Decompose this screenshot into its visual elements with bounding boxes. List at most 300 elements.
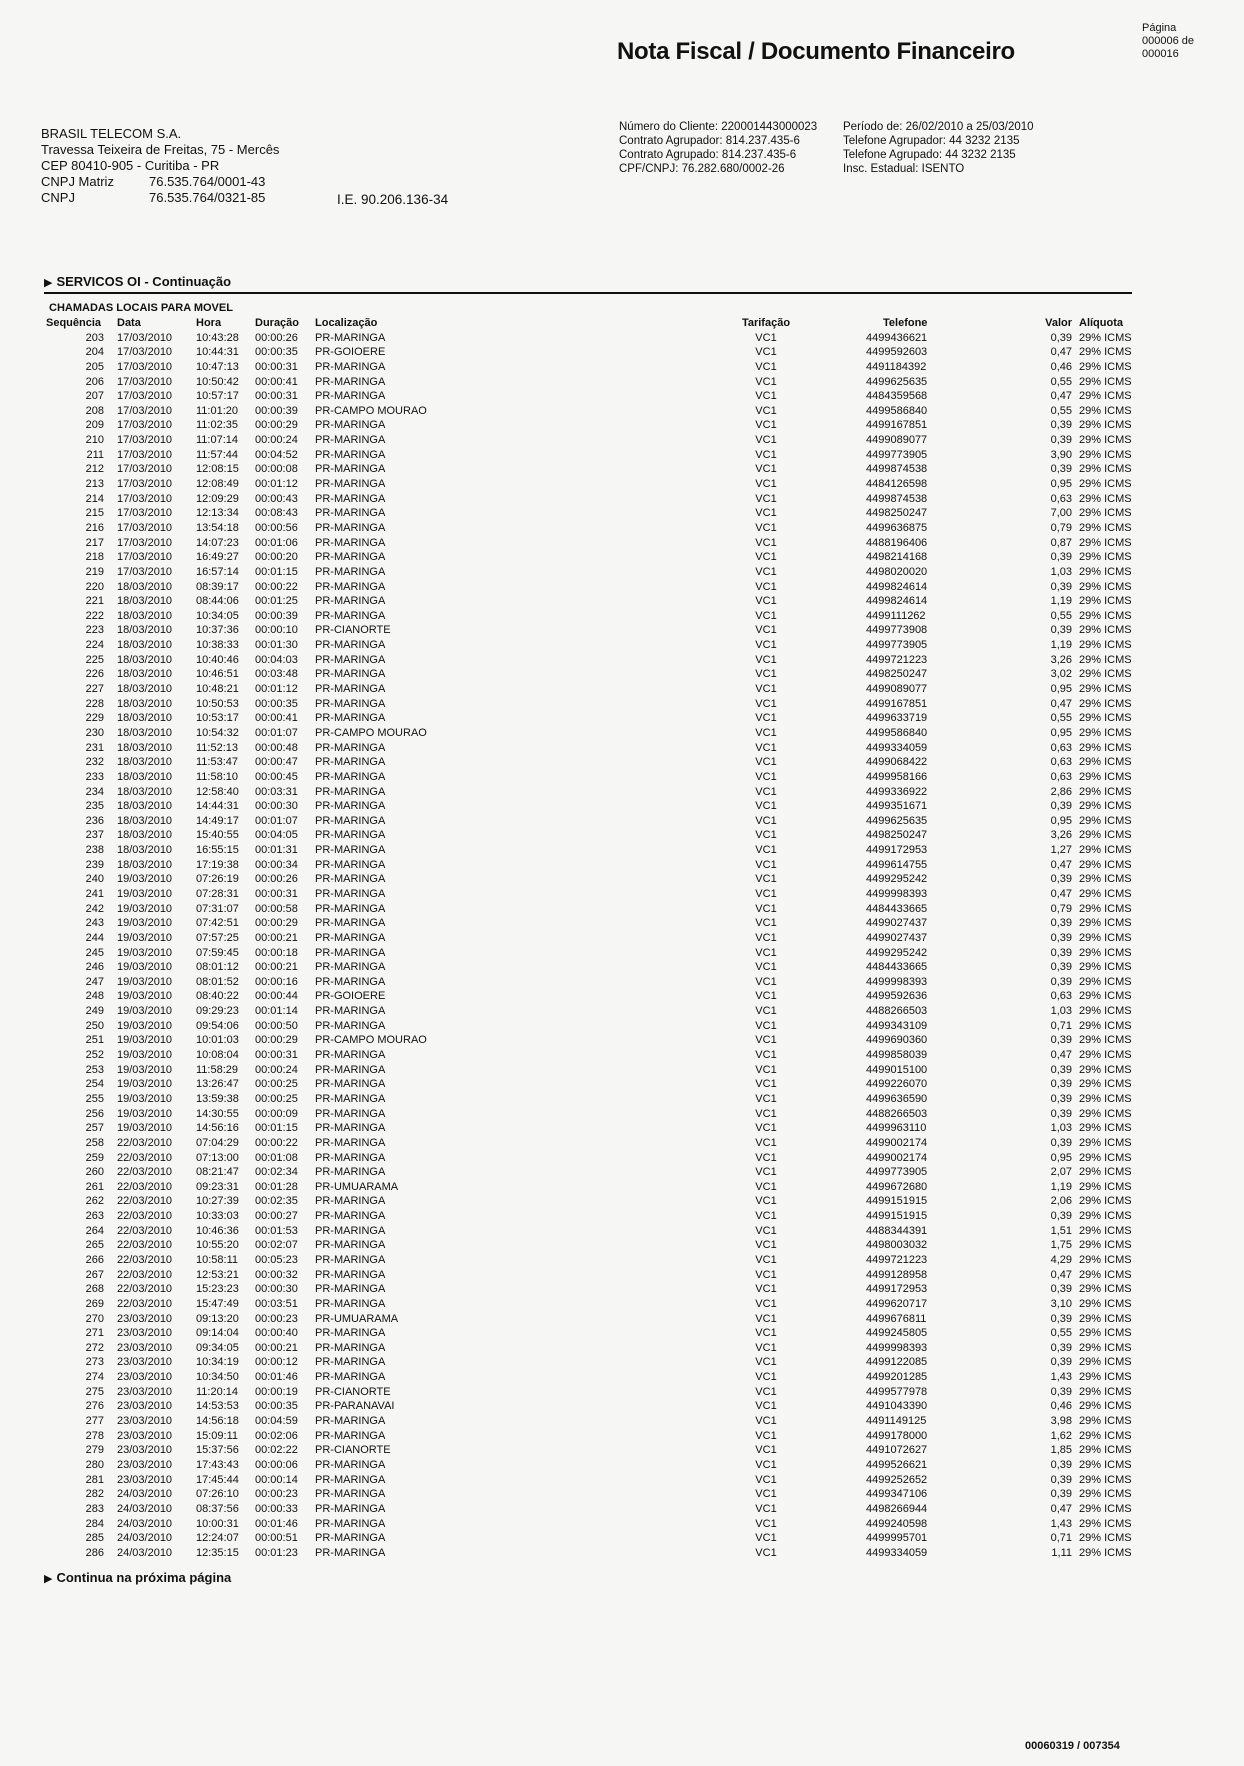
cell-data: 23/03/2010 [117,1458,173,1471]
cell-duracao: 00:01:28 [255,1180,298,1193]
cell-tarifacao: VC1 [755,1385,777,1398]
cell-data: 17/03/2010 [117,360,173,373]
cell-duracao: 00:00:34 [255,858,298,871]
cell-duracao: 00:00:20 [255,551,298,564]
cell-duracao: 00:01:07 [255,726,298,739]
cell-tarifacao: VC1 [755,1415,777,1428]
header-tarifacao: Tarifação [741,317,791,329]
cell-sequencia: 266 [85,1254,104,1266]
cell-sequencia: 239 [85,858,104,871]
cell-telefone: 4499773905 [866,448,928,461]
cell-sequencia: 209 [85,419,104,432]
cell-tarifacao: VC1 [755,565,777,578]
cell-localizacao: PR-MARINGA [315,741,386,754]
cell-telefone: 4499334059 [866,741,928,754]
cell-sequencia: 205 [85,360,104,373]
cell-hora: 15:09:11 [196,1429,239,1442]
cell-telefone: 4499201285 [866,1371,928,1384]
cell-aliquota: 29% ICMS [1079,1005,1132,1018]
cell-tarifacao: VC1 [755,346,777,359]
cell-tarifacao: VC1 [755,434,777,447]
cell-duracao: 00:03:51 [255,1297,298,1310]
cell-tarifacao: VC1 [755,741,777,754]
cell-duracao: 00:00:25 [255,1078,298,1091]
cell-aliquota: 29% ICMS [1079,800,1132,813]
cell-tarifacao: VC1 [755,580,777,593]
cell-data: 22/03/2010 [117,1283,173,1296]
cell-aliquota: 29% ICMS [1079,1297,1132,1310]
cell-valor: 1,03 [1050,565,1072,578]
cell-sequencia: 274 [85,1371,104,1384]
cell-hora: 10:44:31 [196,346,239,359]
cell-sequencia: 248 [85,990,104,1003]
cell-hora: 07:59:45 [196,946,239,959]
cell-telefone: 4499858039 [866,1049,928,1062]
cell-duracao: 00:00:21 [255,931,298,944]
cell-data: 18/03/2010 [117,829,173,842]
cell-duracao: 00:01:53 [255,1224,298,1237]
cell-tarifacao: VC1 [755,1180,777,1193]
cell-localizacao: PR-MARINGA [315,800,386,813]
cell-aliquota: 29% ICMS [1079,507,1132,520]
cell-localizacao: PR-MARINGA [315,1122,386,1135]
cell-localizacao: PR-MARINGA [315,1136,386,1149]
cell-hora: 12:13:34 [196,507,239,520]
cell-tarifacao: VC1 [755,844,777,857]
cell-aliquota: 29% ICMS [1079,1019,1132,1032]
cell-sequencia: 216 [85,521,104,534]
cell-aliquota: 29% ICMS [1079,756,1132,769]
cell-hora: 07:42:51 [196,917,239,930]
cell-aliquota: 29% ICMS [1079,390,1132,403]
cell-data: 22/03/2010 [117,1136,173,1149]
cell-aliquota: 29% ICMS [1079,1283,1132,1296]
cell-hora: 08:01:52 [196,975,239,988]
cell-telefone: 4499015100 [866,1063,928,1076]
cell-localizacao: PR-MARINGA [315,1517,386,1530]
cell-data: 18/03/2010 [117,683,173,696]
cell-localizacao: PR-MARINGA [315,375,386,388]
cell-data: 18/03/2010 [117,595,173,608]
cell-localizacao: PR-MARINGA [315,1268,386,1281]
cell-hora: 14:44:31 [196,800,239,813]
cell-localizacao: PR-MARINGA [315,829,386,842]
cell-hora: 10:08:04 [196,1049,239,1062]
cell-telefone: 4499586840 [866,404,928,417]
cell-valor: 0,39 [1050,624,1072,637]
cell-localizacao: PR-MARINGA [315,712,386,725]
cell-telefone: 4499874538 [866,463,928,476]
cell-data: 22/03/2010 [117,1297,173,1310]
cell-hora: 14:07:23 [196,536,239,549]
cell-tarifacao: VC1 [755,1005,777,1018]
cell-duracao: 00:00:48 [255,741,298,754]
cell-valor: 1,19 [1050,595,1072,608]
cell-telefone: 4499167851 [866,697,928,710]
client-info-right [843,120,1034,176]
cell-telefone: 4484433665 [866,961,928,974]
cell-aliquota: 29% ICMS [1079,1546,1132,1559]
cell-duracao: 00:04:59 [255,1415,298,1428]
cell-duracao: 00:00:22 [255,580,298,593]
cell-data: 18/03/2010 [117,814,173,827]
cell-tarifacao: VC1 [755,1151,777,1164]
cell-data: 17/03/2010 [117,375,173,388]
cell-duracao: 00:01:46 [255,1517,298,1530]
cell-sequencia: 236 [85,814,104,827]
cell-telefone: 4499672680 [866,1180,928,1193]
cell-data: 19/03/2010 [117,931,173,944]
cell-tarifacao: VC1 [755,653,777,666]
cell-duracao: 00:00:58 [255,902,298,915]
company-info [41,126,279,206]
cell-telefone: 4484433665 [866,902,928,915]
cell-aliquota: 29% ICMS [1079,1092,1132,1105]
cell-sequencia: 283 [85,1502,104,1515]
cell-sequencia: 246 [85,961,104,974]
cell-tarifacao: VC1 [755,1297,777,1310]
cell-aliquota: 29% ICMS [1079,521,1132,534]
cell-aliquota: 29% ICMS [1079,1107,1132,1120]
cell-telefone: 4499676811 [866,1312,927,1325]
cell-sequencia: 220 [85,580,104,593]
cell-duracao: 00:00:08 [255,463,298,476]
cell-valor: 1,27 [1050,844,1072,857]
cell-duracao: 00:00:50 [255,1019,298,1032]
cell-sequencia: 278 [85,1429,104,1442]
cell-tarifacao: VC1 [755,1371,777,1384]
page-label: Página [1142,22,1177,34]
cell-hora: 10:53:17 [196,712,239,725]
cell-sequencia: 222 [85,609,104,622]
cell-data: 17/03/2010 [117,463,173,476]
cell-telefone: 4491149125 [866,1415,927,1428]
cell-hora: 12:08:49 [196,478,239,491]
cell-tarifacao: VC1 [755,1400,777,1413]
cell-telefone: 4499963110 [866,1122,927,1135]
cell-telefone: 4484126598 [866,478,928,491]
header-telefone: Telefone [883,317,928,329]
cell-telefone: 4499151915 [866,1195,928,1208]
cell-duracao: 00:00:22 [255,1136,298,1149]
cell-aliquota: 29% ICMS [1079,1078,1132,1091]
cell-duracao: 00:01:14 [255,1005,298,1018]
cell-hora: 10:57:17 [196,390,239,403]
cell-aliquota: 29% ICMS [1079,624,1132,637]
cell-duracao: 00:00:47 [255,756,298,769]
cell-telefone: 4499690360 [866,1034,928,1047]
cell-aliquota: 29% ICMS [1079,346,1132,359]
cell-duracao: 00:00:35 [255,697,298,710]
cell-sequencia: 253 [85,1063,104,1076]
cell-telefone: 4498250247 [866,668,928,681]
cell-data: 17/03/2010 [117,536,173,549]
cell-data: 17/03/2010 [117,492,173,505]
cell-data: 19/03/2010 [117,873,173,886]
cell-tarifacao: VC1 [755,1239,777,1252]
cell-data: 18/03/2010 [117,858,173,871]
cell-tarifacao: VC1 [755,712,777,725]
cell-localizacao: PR-CIANORTE [315,624,391,637]
cnpj-matriz-value: 76.535.764/0001-43 [149,174,266,189]
cell-telefone: 4498003032 [866,1239,928,1252]
cell-aliquota: 29% ICMS [1079,1517,1132,1530]
cell-data: 19/03/2010 [117,1019,173,1032]
cell-telefone: 4499721223 [866,1254,928,1266]
cell-data: 23/03/2010 [117,1356,173,1369]
cell-localizacao: PR-MARINGA [315,551,386,564]
cell-sequencia: 267 [85,1268,104,1281]
cell-hora: 14:49:17 [196,814,239,827]
cell-tarifacao: VC1 [755,814,777,827]
cell-localizacao: PR-MARINGA [315,595,386,608]
cell-aliquota: 29% ICMS [1079,1429,1132,1442]
cell-tarifacao: VC1 [755,1517,777,1530]
cell-sequencia: 234 [85,785,104,798]
cell-valor: 0,39 [1050,931,1072,944]
cell-data: 17/03/2010 [117,565,173,578]
cell-duracao: 00:00:24 [255,1063,298,1076]
cell-sequencia: 262 [85,1195,104,1208]
cell-localizacao: PR-MARINGA [315,961,386,974]
telefone-agrupador: Telefone Agrupador: 44 3232 2135 [843,135,1020,147]
cell-hora: 11:01:20 [196,404,239,417]
cell-hora: 09:13:20 [196,1312,239,1325]
cell-duracao: 00:00:29 [255,917,298,930]
cell-localizacao: PR-MARINGA [315,1254,386,1266]
cell-valor: 0,63 [1050,990,1072,1003]
cell-tarifacao: VC1 [755,1356,777,1369]
cell-aliquota: 29% ICMS [1079,917,1132,930]
cell-localizacao: PR-MARINGA [315,770,386,783]
cell-telefone: 4499773908 [866,624,928,637]
cell-duracao: 00:01:06 [255,536,298,549]
cell-duracao: 00:00:31 [255,390,298,403]
cell-aliquota: 29% ICMS [1079,580,1132,593]
cell-telefone: 4499347106 [866,1488,928,1501]
cell-tarifacao: VC1 [755,873,777,886]
cell-duracao: 00:00:23 [255,1312,298,1325]
cell-duracao: 00:00:23 [255,1488,298,1501]
cell-sequencia: 203 [85,331,104,344]
cell-localizacao: PR-MARINGA [315,844,386,857]
cell-telefone: 4499252652 [866,1473,928,1486]
cell-hora: 10:37:36 [196,624,239,637]
cell-telefone: 4499027437 [866,931,928,944]
cell-localizacao: PR-MARINGA [315,1371,386,1384]
cell-tarifacao: VC1 [755,595,777,608]
cell-tarifacao: VC1 [755,1488,777,1501]
cell-hora: 10:47:13 [196,360,239,373]
header-data: Data [117,317,141,329]
cell-data: 23/03/2010 [117,1327,173,1340]
cell-telefone: 4491072627 [866,1444,928,1457]
document-title: Nota Fiscal / Documento Financeiro [617,38,1015,65]
cell-duracao: 00:00:26 [255,873,298,886]
cell-valor: 3,02 [1050,668,1072,681]
cell-duracao: 00:02:34 [255,1166,298,1179]
cell-telefone: 4499614755 [866,858,928,871]
cell-telefone: 4499998393 [866,1341,928,1354]
cell-telefone: 4488344391 [866,1224,928,1237]
cell-valor: 0,55 [1050,1327,1072,1340]
cell-hora: 10:27:39 [196,1195,239,1208]
cell-aliquota: 29% ICMS [1079,1239,1132,1252]
cell-localizacao: PR-MARINGA [315,565,386,578]
cell-hora: 13:54:18 [196,521,239,534]
header-duracao: Duração [255,317,300,329]
cell-hora: 15:47:49 [196,1297,239,1310]
cell-sequencia: 230 [85,726,104,739]
cell-tarifacao: VC1 [755,1458,777,1471]
cell-aliquota: 29% ICMS [1079,1254,1132,1266]
cell-hora: 10:55:20 [196,1239,239,1252]
cell-tarifacao: VC1 [755,1283,777,1296]
cell-aliquota: 29% ICMS [1079,360,1132,373]
cell-valor: 0,47 [1050,1049,1072,1062]
cell-localizacao: PR-MARINGA [315,434,386,447]
cell-data: 19/03/2010 [117,990,173,1003]
cell-valor: 3,90 [1050,448,1072,461]
cell-duracao: 00:03:48 [255,668,298,681]
cell-aliquota: 29% ICMS [1079,961,1132,974]
cell-localizacao: PR-MARINGA [315,492,386,505]
cell-aliquota: 29% ICMS [1079,726,1132,739]
cell-tarifacao: VC1 [755,1341,777,1354]
cell-duracao: 00:08:43 [255,507,298,520]
cell-duracao: 00:00:24 [255,434,298,447]
cell-sequencia: 241 [85,887,104,900]
cell-sequencia: 217 [85,536,104,549]
cell-tarifacao: VC1 [755,1049,777,1062]
cell-duracao: 00:02:22 [255,1444,298,1457]
cell-localizacao: PR-MARINGA [315,697,386,710]
cell-sequencia: 214 [85,492,104,505]
cell-localizacao: PR-MARINGA [315,360,386,373]
cnpj-matriz-row [41,174,279,190]
cell-data: 19/03/2010 [117,961,173,974]
cell-aliquota: 29% ICMS [1079,975,1132,988]
cell-duracao: 00:01:15 [255,1122,298,1135]
cell-hora: 10:00:31 [196,1517,239,1530]
cell-duracao: 00:00:40 [255,1327,298,1340]
cell-data: 18/03/2010 [117,726,173,739]
cell-localizacao: PR-UMUARAMA [315,1312,399,1325]
cell-aliquota: 29% ICMS [1079,931,1132,944]
cell-aliquota: 29% ICMS [1079,873,1132,886]
cell-localizacao: PR-MARINGA [315,931,386,944]
cell-valor: 0,39 [1050,1356,1072,1369]
cell-sequencia: 273 [85,1356,104,1369]
cell-aliquota: 29% ICMS [1079,448,1132,461]
cell-telefone: 4499178000 [866,1429,928,1442]
cell-hora: 15:37:56 [196,1444,239,1457]
cell-hora: 13:59:38 [196,1092,239,1105]
cell-hora: 12:53:21 [196,1268,239,1281]
cell-localizacao: PR-MARINGA [315,902,386,915]
cell-aliquota: 29% ICMS [1079,1034,1132,1047]
cell-telefone: 4499245805 [866,1327,928,1340]
cell-aliquota: 29% ICMS [1079,1136,1132,1149]
cell-aliquota: 29% ICMS [1079,1385,1132,1398]
cell-localizacao: PR-MARINGA [315,1195,386,1208]
cell-duracao: 00:00:21 [255,1341,298,1354]
cell-valor: 0,95 [1050,814,1072,827]
cnpj-matriz-label: CNPJ Matriz [41,174,114,189]
cell-tarifacao: VC1 [755,902,777,915]
cell-data: 23/03/2010 [117,1429,173,1442]
cell-tarifacao: VC1 [755,624,777,637]
cell-hora: 10:50:53 [196,697,239,710]
cell-sequencia: 211 [86,448,104,461]
cell-aliquota: 29% ICMS [1079,1166,1132,1179]
cell-hora: 10:38:33 [196,639,239,652]
cell-aliquota: 29% ICMS [1079,814,1132,827]
cell-tarifacao: VC1 [755,975,777,988]
cell-sequencia: 270 [85,1312,104,1325]
cell-localizacao: PR-MARINGA [315,683,386,696]
cell-hora: 10:43:28 [196,331,239,344]
cell-hora: 11:20:14 [196,1385,239,1398]
cell-tarifacao: VC1 [755,331,777,344]
cell-valor: 3,98 [1050,1415,1072,1428]
cell-tarifacao: VC1 [755,1532,777,1545]
cell-data: 18/03/2010 [117,712,173,725]
cell-data: 19/03/2010 [117,1063,173,1076]
section-title [44,274,231,289]
cnpj-label: CNPJ [41,190,75,205]
cell-tarifacao: VC1 [755,756,777,769]
cell-tarifacao: VC1 [755,887,777,900]
cell-telefone: 4499151915 [866,1210,928,1223]
cell-data: 17/03/2010 [117,331,173,344]
cell-tarifacao: VC1 [755,961,777,974]
cell-data: 17/03/2010 [117,346,173,359]
cell-localizacao: PR-MARINGA [315,1151,386,1164]
periodo: Período de: 26/02/2010 a 25/03/2010 [843,121,1034,133]
cell-aliquota: 29% ICMS [1079,858,1132,871]
cell-tarifacao: VC1 [755,375,777,388]
cell-tarifacao: VC1 [755,448,777,461]
cell-sequencia: 225 [85,653,104,666]
cell-telefone: 4499577978 [866,1385,928,1398]
cell-duracao: 00:01:12 [255,683,298,696]
cell-telefone: 4499027437 [866,917,928,930]
cell-telefone: 4499172953 [866,844,928,857]
cell-sequencia: 275 [85,1385,104,1398]
cell-data: 17/03/2010 [117,448,173,461]
cell-telefone: 4488266503 [866,1107,928,1120]
cell-duracao: 00:00:29 [255,1034,298,1047]
cell-sequencia: 237 [85,829,104,842]
cell-hora: 14:30:55 [196,1107,239,1120]
cell-telefone: 4491043390 [866,1400,928,1413]
cell-tarifacao: VC1 [755,639,777,652]
telefone-agrupado: Telefone Agrupado: 44 3232 2135 [843,149,1016,161]
cell-aliquota: 29% ICMS [1079,639,1132,652]
cell-sequencia: 242 [85,902,104,915]
header-sequencia: Sequência [46,317,102,329]
cell-sequencia: 252 [85,1049,104,1062]
cell-hora: 07:57:25 [196,931,239,944]
cell-valor: 0,55 [1050,375,1072,388]
cell-data: 18/03/2010 [117,697,173,710]
cell-duracao: 00:01:08 [255,1151,298,1164]
cell-data: 19/03/2010 [117,1034,173,1047]
cell-tarifacao: VC1 [755,1195,777,1208]
cell-aliquota: 29% ICMS [1079,375,1132,388]
cell-sequencia: 243 [85,917,104,930]
